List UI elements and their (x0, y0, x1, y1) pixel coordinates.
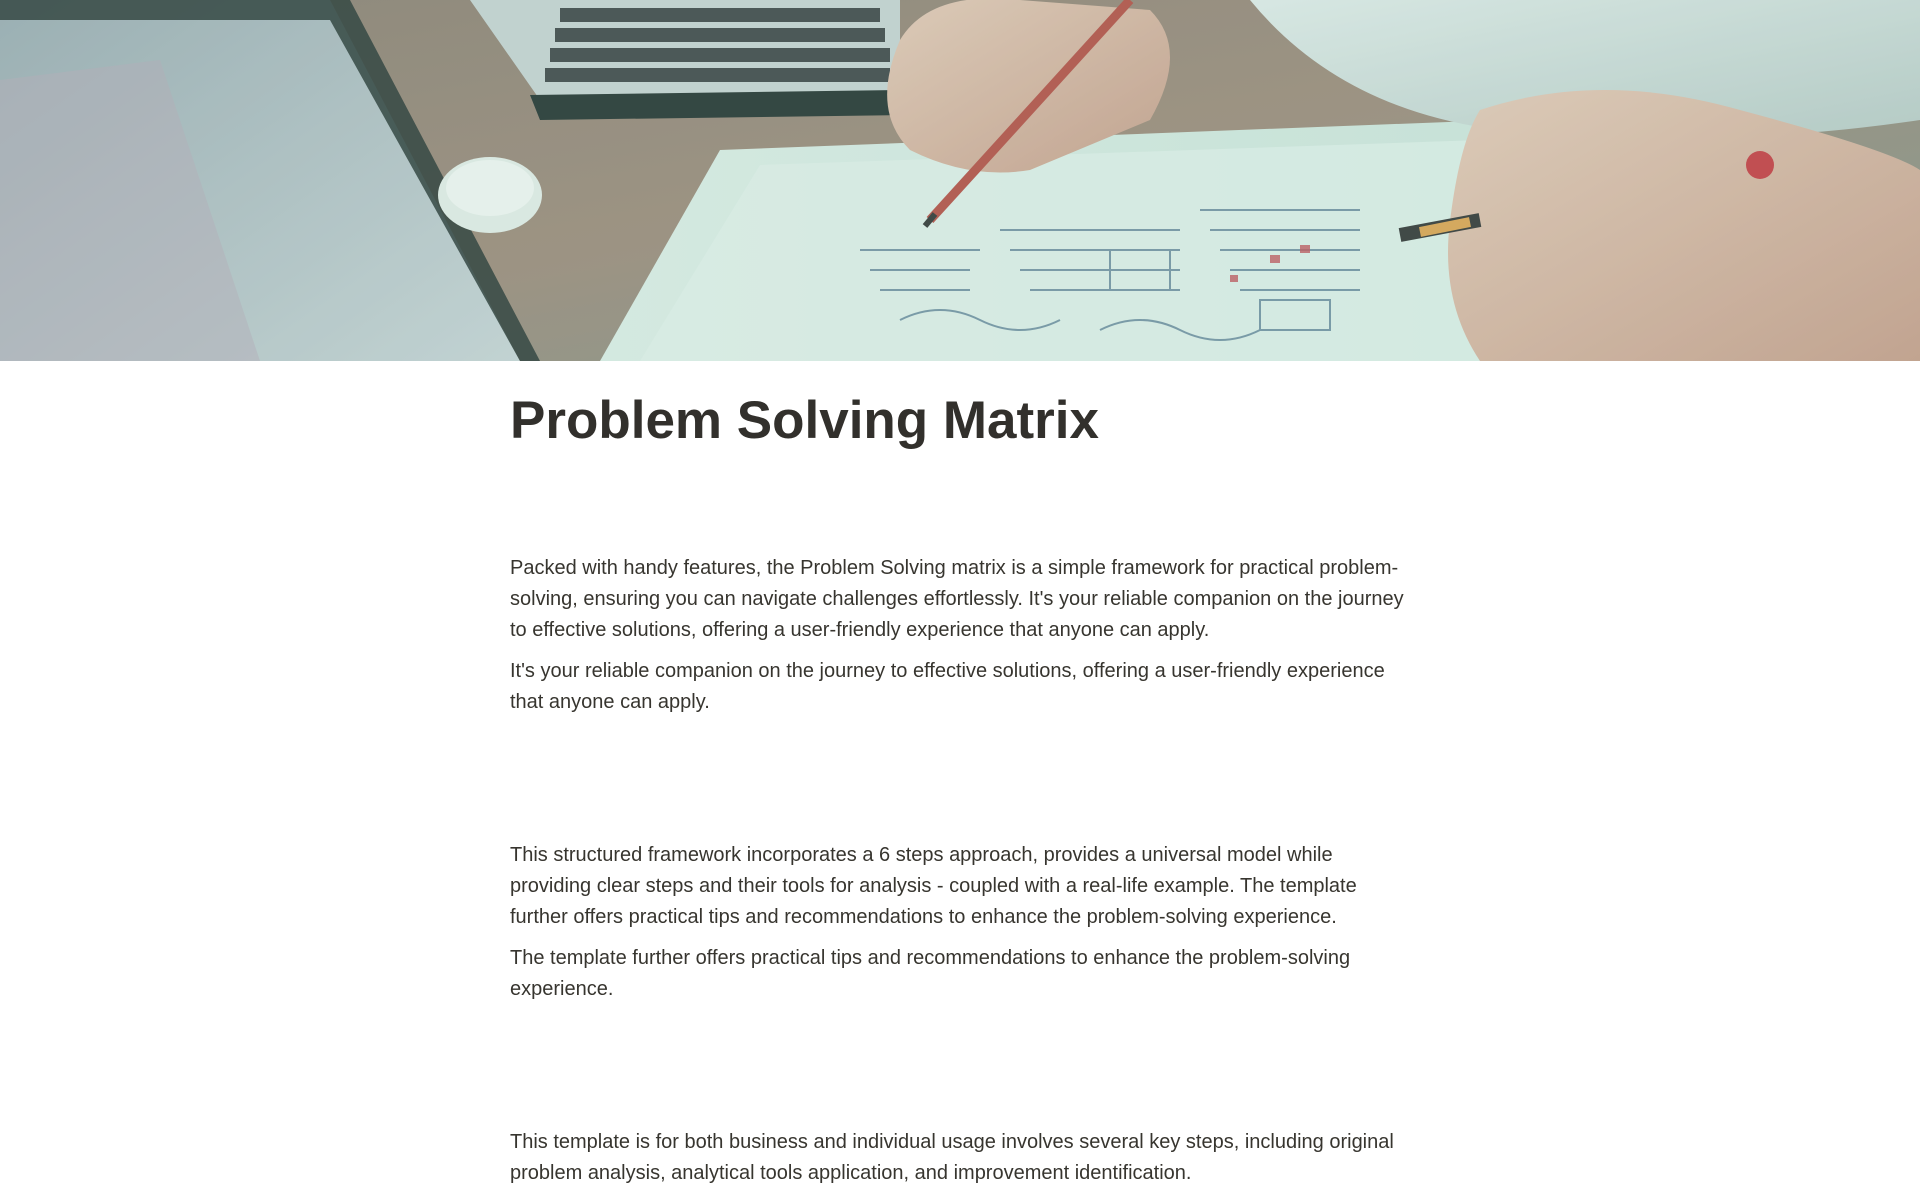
paragraph: The template further offers practical tips and recommendations to enhance the problem-solving experience. (510, 947, 1351, 1000)
section-usage (510, 1127, 1410, 1189)
section-intro (510, 553, 1410, 718)
section-framework (510, 840, 1410, 1005)
page-content (510, 361, 1410, 1184)
paragraph: This template is for both business and individual usage involves several key steps, including original problem analysis, analytical tools application, and improvement identification. (510, 1131, 1394, 1184)
page-title: Problem Solving Matrix (510, 391, 1100, 450)
paragraph: This structured framework incorporates a 6 steps approach, provides a universal model while providing clear steps and their tools for analysis - coupled with a real-life example. The template further offers practical tips and recommendations to enhance the problem-solving experience. (510, 844, 1357, 928)
paragraph: It's your reliable companion on the journey to effective solutions, offering a user-friendly experience that anyone can apply. (510, 660, 1385, 713)
paragraph: Packed with handy features, the Problem Solving matrix is a simple framework for practical problem-solving, ensuring you can navigate challenges effortlessly. It's your reliable companion on the journey to effective solutions, offering a user-friendly experience that anyone can apply. (510, 557, 1404, 641)
cover-photo-desk-planning-icon (0, 0, 1920, 361)
cover-image (0, 0, 1920, 361)
